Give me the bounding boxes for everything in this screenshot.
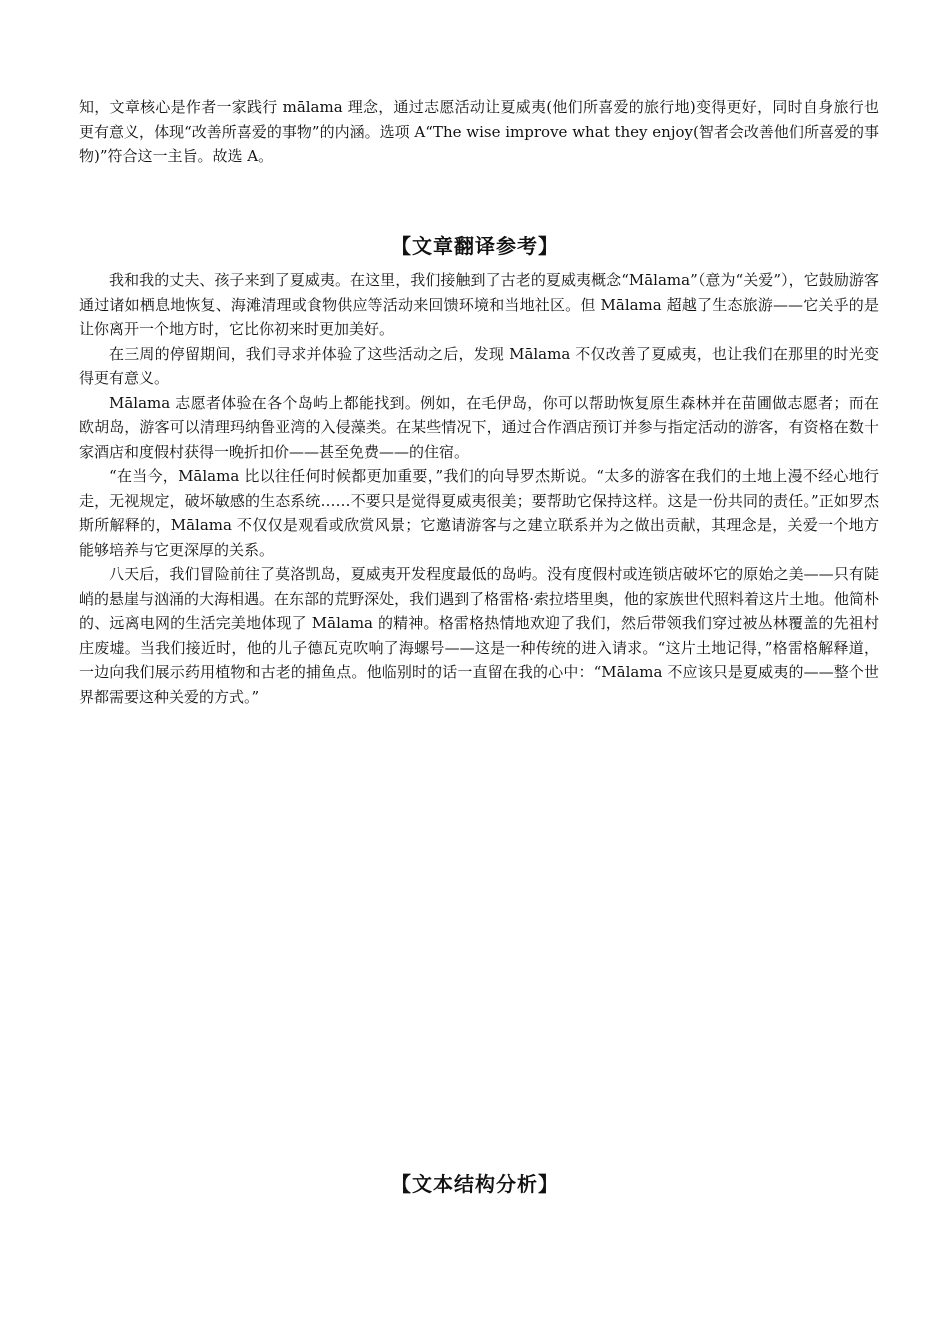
translation-paragraph: Mālama 志愿者体验在各个岛屿上都能找到。例如，在毛伊岛，你可以帮助恢复原生森林并在苗圃做志愿者；而在欧胡岛，游客可以清理玛纳鲁亚湾的入侵藻类。在某些情况下，通过合作酒店预订并参与指定活动的游客，有资格在数十家酒店和度假村获得一晚折扣价——甚至免费——的住宿。 — [79, 393, 879, 461]
structure-analysis-heading: 【文本结构分析】 — [391, 1172, 559, 1196]
translation-paragraph: 我和我的丈夫、孩子来到了夏威夷。在这里，我们接触到了古老的夏威夷概念“Mālama”（意为“关爱”），它鼓励游客通过诸如栖息地恢复、海滩清理或食物供应等活动来回馈环境和当地社区。但 Mālama 超越了生态旅游——它关乎的是让你离开一个地方时，它比你初来时更加美好。 — [79, 271, 879, 338]
translation-body — [79, 268, 879, 709]
translation-heading: 【文章翻译参考】 — [391, 234, 559, 258]
translation-paragraph: 八天后，我们冒险前往了莫洛凯岛，夏威夷开发程度最低的岛屿。没有度假村或连锁店破坏它的原始之美——只有陡峭的悬崖与汹涌的大海相遇。在东部的荒野深处，我们遇到了格雷格·索拉塔里奥，他的家族世代照料着这片土地。他简朴的、远离电网的生活完美地体现了 Mālama 的精神。格雷格热情地欢迎了我们，然后带领我们穿过被丛林覆盖的先祖村庄废墟。当我们接近时，他的儿子德瓦克吹响了海螺号——这是一种传统的进入请求。“这片土地记得，”格雷格解释道，一边向我们展示药用植物和古老的捕鱼点。他临别时的话一直留在我的心中：“Mālama 不应该只是夏威夷的——整个世界都需要这种关爱的方式。” — [79, 565, 879, 706]
translation-paragraph: 在三周的停留期间，我们寻求并体验了这些活动之后，发现 Mālama 不仅改善了夏威夷，也让我们在那里的时光变得更有意义。 — [79, 344, 879, 387]
answer-explanation-paragraph: 知，文章核心是作者一家践行 mālama 理念，通过志愿活动让夏威夷(他们所喜爱的旅行地)变得更好，同时自身旅行也更有意义，体现“改善所喜爱的事物”的内涵。选项 A“The wise improve what they enjoy(智者会改善他们所喜爱的事物)”符合这一主旨。故选 A。 — [79, 98, 879, 165]
translation-paragraph: “在当今，Mālama 比以往任何时候都更加重要，”我们的向导罗杰斯说。“太多的游客在我们的土地上漫不经心地行走，无视规定，破坏敏感的生态系统……不要只是觉得夏威夷很美；要帮助它保持这样。这是一份共同的责任。”正如罗杰斯所解释的，Mālama 不仅仅是观看或欣赏风景；它邀请游客与之建立联系并为之做出贡献，其理念是，关爱一个地方能够培养与它更深厚的关系。 — [79, 467, 879, 559]
